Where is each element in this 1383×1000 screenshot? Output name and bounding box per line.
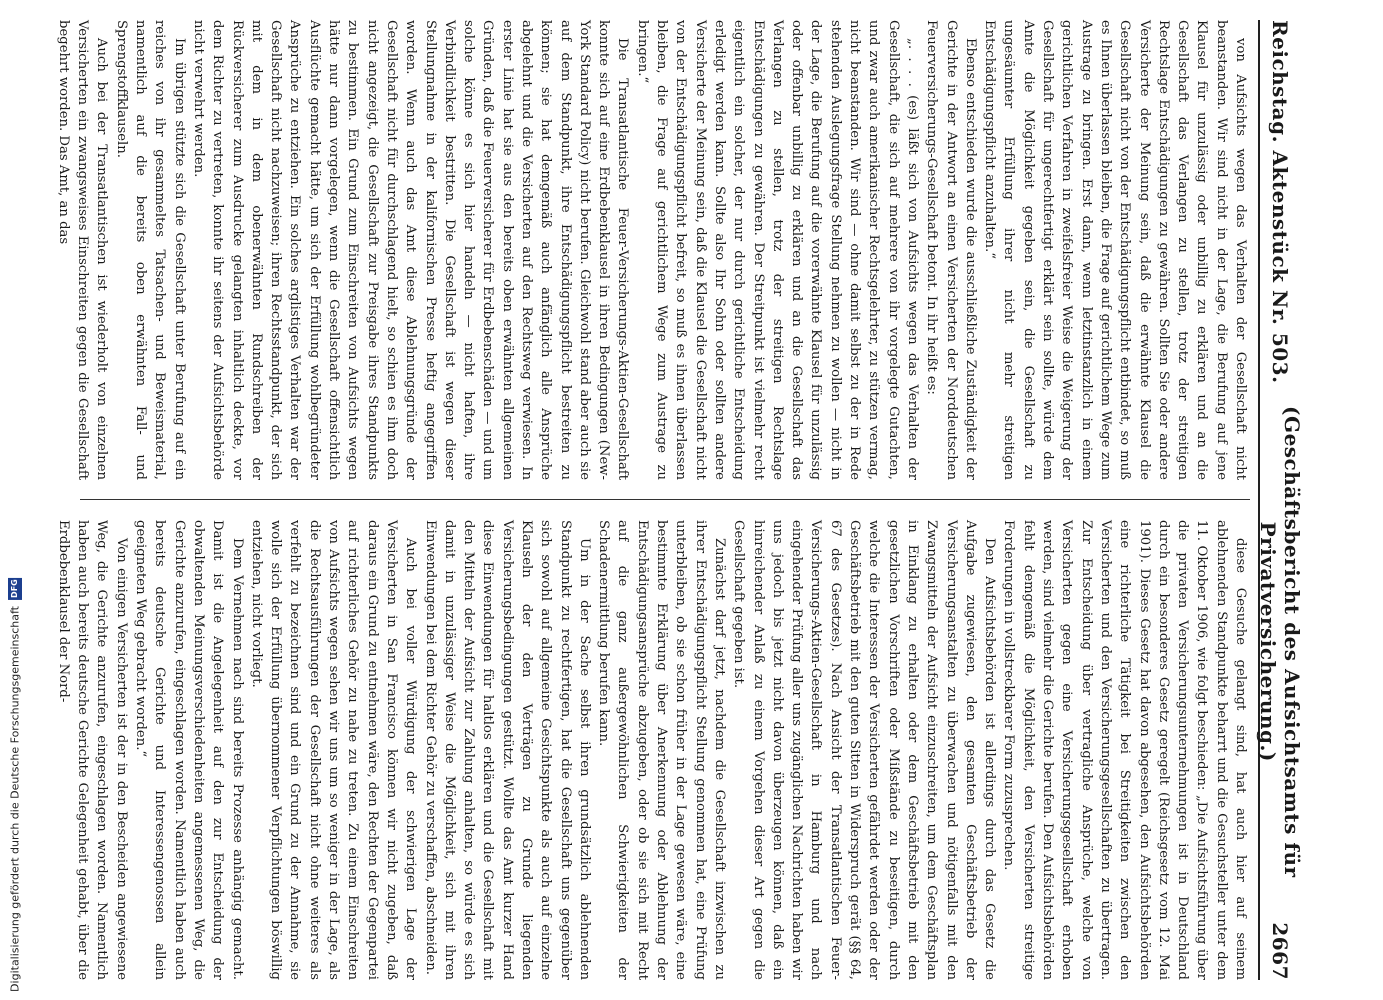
paragraph: diese Gesuche gelangt sind, hat auch hier auf seinem ablehnenden Standpunkte beharrt und die Gesuchsteller unter dem 11. Oktober 1906, wie folgt beschieden: „Die Aufsichtsführung über die privaten Versicherungsunternehmungen ist in Deutschland durch ein besonderes Gesetz geregelt (Reichsgesetz vom 12. Mai 1901). Dieses Gesetz hat davon abgesehen, den Aufsichtsbehörden eine richterliche Tätigkeit bei Streitigkeiten zwischen den Versicherten und den Versicherungsgesellschaften zu übertragen. Zur Entscheidung über vertragliche Ansprüche, welche von Versicherten gegen eine Versicherungsgesellschaft erhoben werden, sind vielmehr die Gerichte berufen. Den Aufsichtsbehörden fehlt demgemäß die Möglichkeit, den Versicherten streitige Forderungen in vollstreckbarer Form zuzusprechen. [1001,520,1248,980]
column-divider [80,499,1250,500]
text-column-left [55,20,1250,480]
paragraph: Von einigen Versicherten ist der in den Bescheiden angewiesene Weg, die Gerichte anzurufen, eingeschlagen worden. Namentlich haben auch bereits deutsche Gerichte Gelegenheit gehabt, über die Erdbebenklausel der Nord- [55,520,129,980]
paragraph: Die Transatlantische Feuer-Versicherungs-Aktien-Gesellschaft konnte sich auf eine Erdbebenklausel in ihren Bedingungen (New-York Standard Policy) nicht berufen. Gleichwohl stand aber auch sie auf dem Standpunkt, ihre Entschädigungspflicht bestreiten zu können; sie hat demgemäß auch anfänglich alle Ansprüche abgelehnt und die Versicherten auf den Rechtsweg verwiesen. In erster Linie hat sie aus den bereits oben erwähnten allgemeinen Gründen, daß die Feuerversicherer für Erdbebenschäden — und um solche könne es sich hier handeln — nicht haften, ihre Verbindlichkeit bestritten. Die Gesellschaft ist wegen dieser Stellungnahme in der kalifornischen Presse heftig angegriffen worden. Wenn auch das Amt diese Ablehnungsgründe der Gesellschaft nicht für durchschlagend hielt, so schien es ihm doch nicht angezeigt, die Gesellschaft zur Preisgabe ihres Standpunkts zu bestimmen. Ein Grund zum Einschreiten von Aufsichts wegen hätte nur dann vorgelegen, wenn die Gesellschaft offensichtlich Ausflüchte gemacht hätte, um sich der Erfüllung wohlbegründeter Ansprüche zu entziehen. Ein solches arglistiges Verhalten war der Gesellschaft nicht nachzuweisen; ihren Rechtsstandpunkt, der sich mit dem in dem obenerwähnten Rundschreiben der Rückversicherer zum Ausdrucke gelangten inhaltlich deckte, vor dem Richter zu vertreten, konnte ihr seitens der Aufsichtsbehörde nicht verwehrt werden. [190,20,631,480]
paragraph: Auch bei voller Würdigung der schwierigen Lage der Versicherten in San Francisco können wir nicht zugeben, daß daraus ein Grund zu entnehmen wäre, den Rechten der Gegenpartei auf richterliches Gehör zu nahe zu treten. Zu einem Einschreiten von Aufsichts wegen sehen wir uns um so weniger in der Lage, als die Rechtsausführungen der Gesellschaft nicht ohne weiteres als verfehlt zu bezeichnen sind und ein Grund zu der Annahme, sie wolle sich der Erfüllung übernommener Verpflichtungen böswillig entziehen, nicht vorliegt. [248,520,419,980]
paragraph: Den Aufsichtsbehörden ist allerdings durch das Gesetz die Aufgabe zugewiesen, den gesamten Geschäftsbetrieb der Versicherungsanstalten zu überwachen und nötigenfalls mit den Zwangsmitteln der Aufsicht einzuschreiten, um dem Geschäftsplan in Einklang zu erhalten oder dem Geschäftsbetrieb mit den gesetzlichen Vorschriften oder Mißstände zu beseitigen, durch welche die Interessen der Versicherten gefährdet werden oder der Geschäftsbetrieb mit den guten Sitten in Widerspruch gerät (§§ 64, 67 des Gesetzes). Nach Ansicht der Transatlantischen Feuer-Versicherungs-Aktien-Gesellschaft in Hamburg und nach eingehender Prüfung aller uns zugänglichen Nachrichten haben wir uns jedoch bis jetzt nicht davon überzeugen können, daß ein hinreichender Anlaß zu einem Vorgehen dieser Art gegen die Gesellschaft gegeben ist. [731,520,998,980]
text-column-right [55,520,1250,980]
page-header [1256,20,1304,980]
paragraph: Zunächst darf jetzt, nachdem die Gesellschaft inzwischen zu ihrer Entschädigungspflicht Stellung genommen hat, eine Prüfung unterbleiben, ob sie schon früher in der Lage gewesen wäre, eine bestimmte Erklärung über Anerkennung oder Ablehnung der Entschädigungsansprüche abzugeben, oder ob sie sich mit Recht auf die ganz außergewöhnlichen Schwierigkeiten der Schadenermittlung berufen kann. [596,520,727,980]
paragraph: „. . . . (es) läßt sich von Aufsichts wegen das Verhalten der Gesellschaft, die sich auf mehrere von ihr vorgelegte Gutachten, und zwar auch amerikanischer Rechtsgelehrter, zu stützen vermag, nicht beanstanden. Wir sind — ohne damit selbst zu der in Rede stehenden Auslegungsfrage Stellung nehmen zu wollen — nicht in der Lage, die Berufung auf die vorerwähnte Klausel für unzulässig oder offenbar unbillig zu erklären und an die Gesellschaft das Verlangen zu stellen, trotz der streitigen Rechtslage Entschädigungen zu gewähren. Der Streitpunkt ist vielmehr recht eigentlich ein solcher, der nur durch gerichtliche Entscheidung erledigt werden kann. Sollte also Ihr Sohn oder sollten andere Versicherte der Meinung sein, daß die Klausel die Gesellschaft nicht von der Entschädigungspflicht befreit, so muß es ihnen überlassen bleiben, die Frage auf gerichtlichem Wege zum Austrage zu bringen.“ [634,20,920,480]
header-left: Reichstag. Aktenstück Nr. 503. [1268,20,1292,384]
paragraph: Um in der Sache selbst ihren grundsätzlich ablehnenden Standpunkt zu rechtfertigen, hat die Gesellschaft uns gegenüber sich sowohl auf allgemeine Gesichtspunkte als auch auf einzelne Klauseln der den Verträgen zu Grunde liegenden Versicherungsbedingungen gestützt. Wollte das Amt kurzer Hand diese Einwendungen für haltlos erklären und die Gesellschaft mit den Mitteln der Aufsicht zur Zahlung anhalten, so würde es sich damit in unzulässiger Weise die Möglichkeit, sich mit ihren Einwendungen bei dem Richter Gehör zu verschaffen, abschneiden. [422,520,592,980]
paragraph: Dem Vernehmen nach sind bereits Prozesse anhängig gemacht. Damit ist die Angelegenheit auf den zur Entscheidung der obwaltenden Meinungsverschiedenheiten angemessenen Weg, die Gerichte anzurufen, eingeschlagen worden. Namentlich haben auch bereits deutsche Gerichte und Interessengenossen allein geeigneten Weg gebracht worden.“ [133,520,245,980]
paragraph: Auch bei der Transatlantischen ist wiederholt von einzelnen Versicherten ein zwangsweises Einschreiten gegen die Gesellschaft begehrt worden. Das Amt, an das [55,20,110,480]
paragraph: Ebenso entschieden wurde die ausschließliche Zuständigkeit der Gerichte in der Antwort an einen Versicherten der Norddeutschen Feuerversicherungs-Gesellschaft betont. In ihr heißt es: [924,20,978,480]
page-number: 2667 [1268,922,1292,980]
dfg-logo-icon: DFG [8,578,22,600]
paragraph: Im übrigen stützte sich die Gesellschaft unter Berufung auf ein reiches von ihr gesammeltes Tatsachen- und Beweismaterial, namentlich auf die bereits oben erwähnten Fall- und Sprengstoffklauseln. [113,20,187,480]
document-page [55,20,1304,980]
header-title: (Geschäftsbericht des Aufsichtsamts für Privatversicherung.) [1256,406,1304,878]
digitization-note [8,578,22,992]
digitization-text: Digitalisierung gefördert durch die Deutsche Forschungsgemeinschaft [8,606,22,992]
paragraph: von Aufsichts wegen das Verhalten der Gesellschaft nicht beanstanden. Wir sind nicht in der Lage, die Berufung auf jene Klausel für unzulässig oder unbillig zu erklären und an die Gesellschaft das Verlangen zu stellen, trotz der streitigen Rechtslage Entschädigungen zu gewähren. Sollten Sie oder andere Versicherte der Meinung sein, daß die erwähnte Klausel die Gesellschaft nicht von der Entschädigungspflicht entbindet, so muß es Ihnen überlassen bleiben, die Frage auf gerichtlichem Wege zum Austrage zu bringen. Erst dann, wenn letztinstanzlich in einem gerichtlichen Verfahren in zweifelsfreier Weise die Weigerung der Gesellschaft für ungerechtfertigt erklärt sein sollte, würde dem Amte die Möglichkeit gegeben sein, die Gesellschaft zu ungesäumter Erfüllung ihrer nicht mehr streitigen Entschädigungspflicht anzuhalten.“ [982,20,1248,480]
